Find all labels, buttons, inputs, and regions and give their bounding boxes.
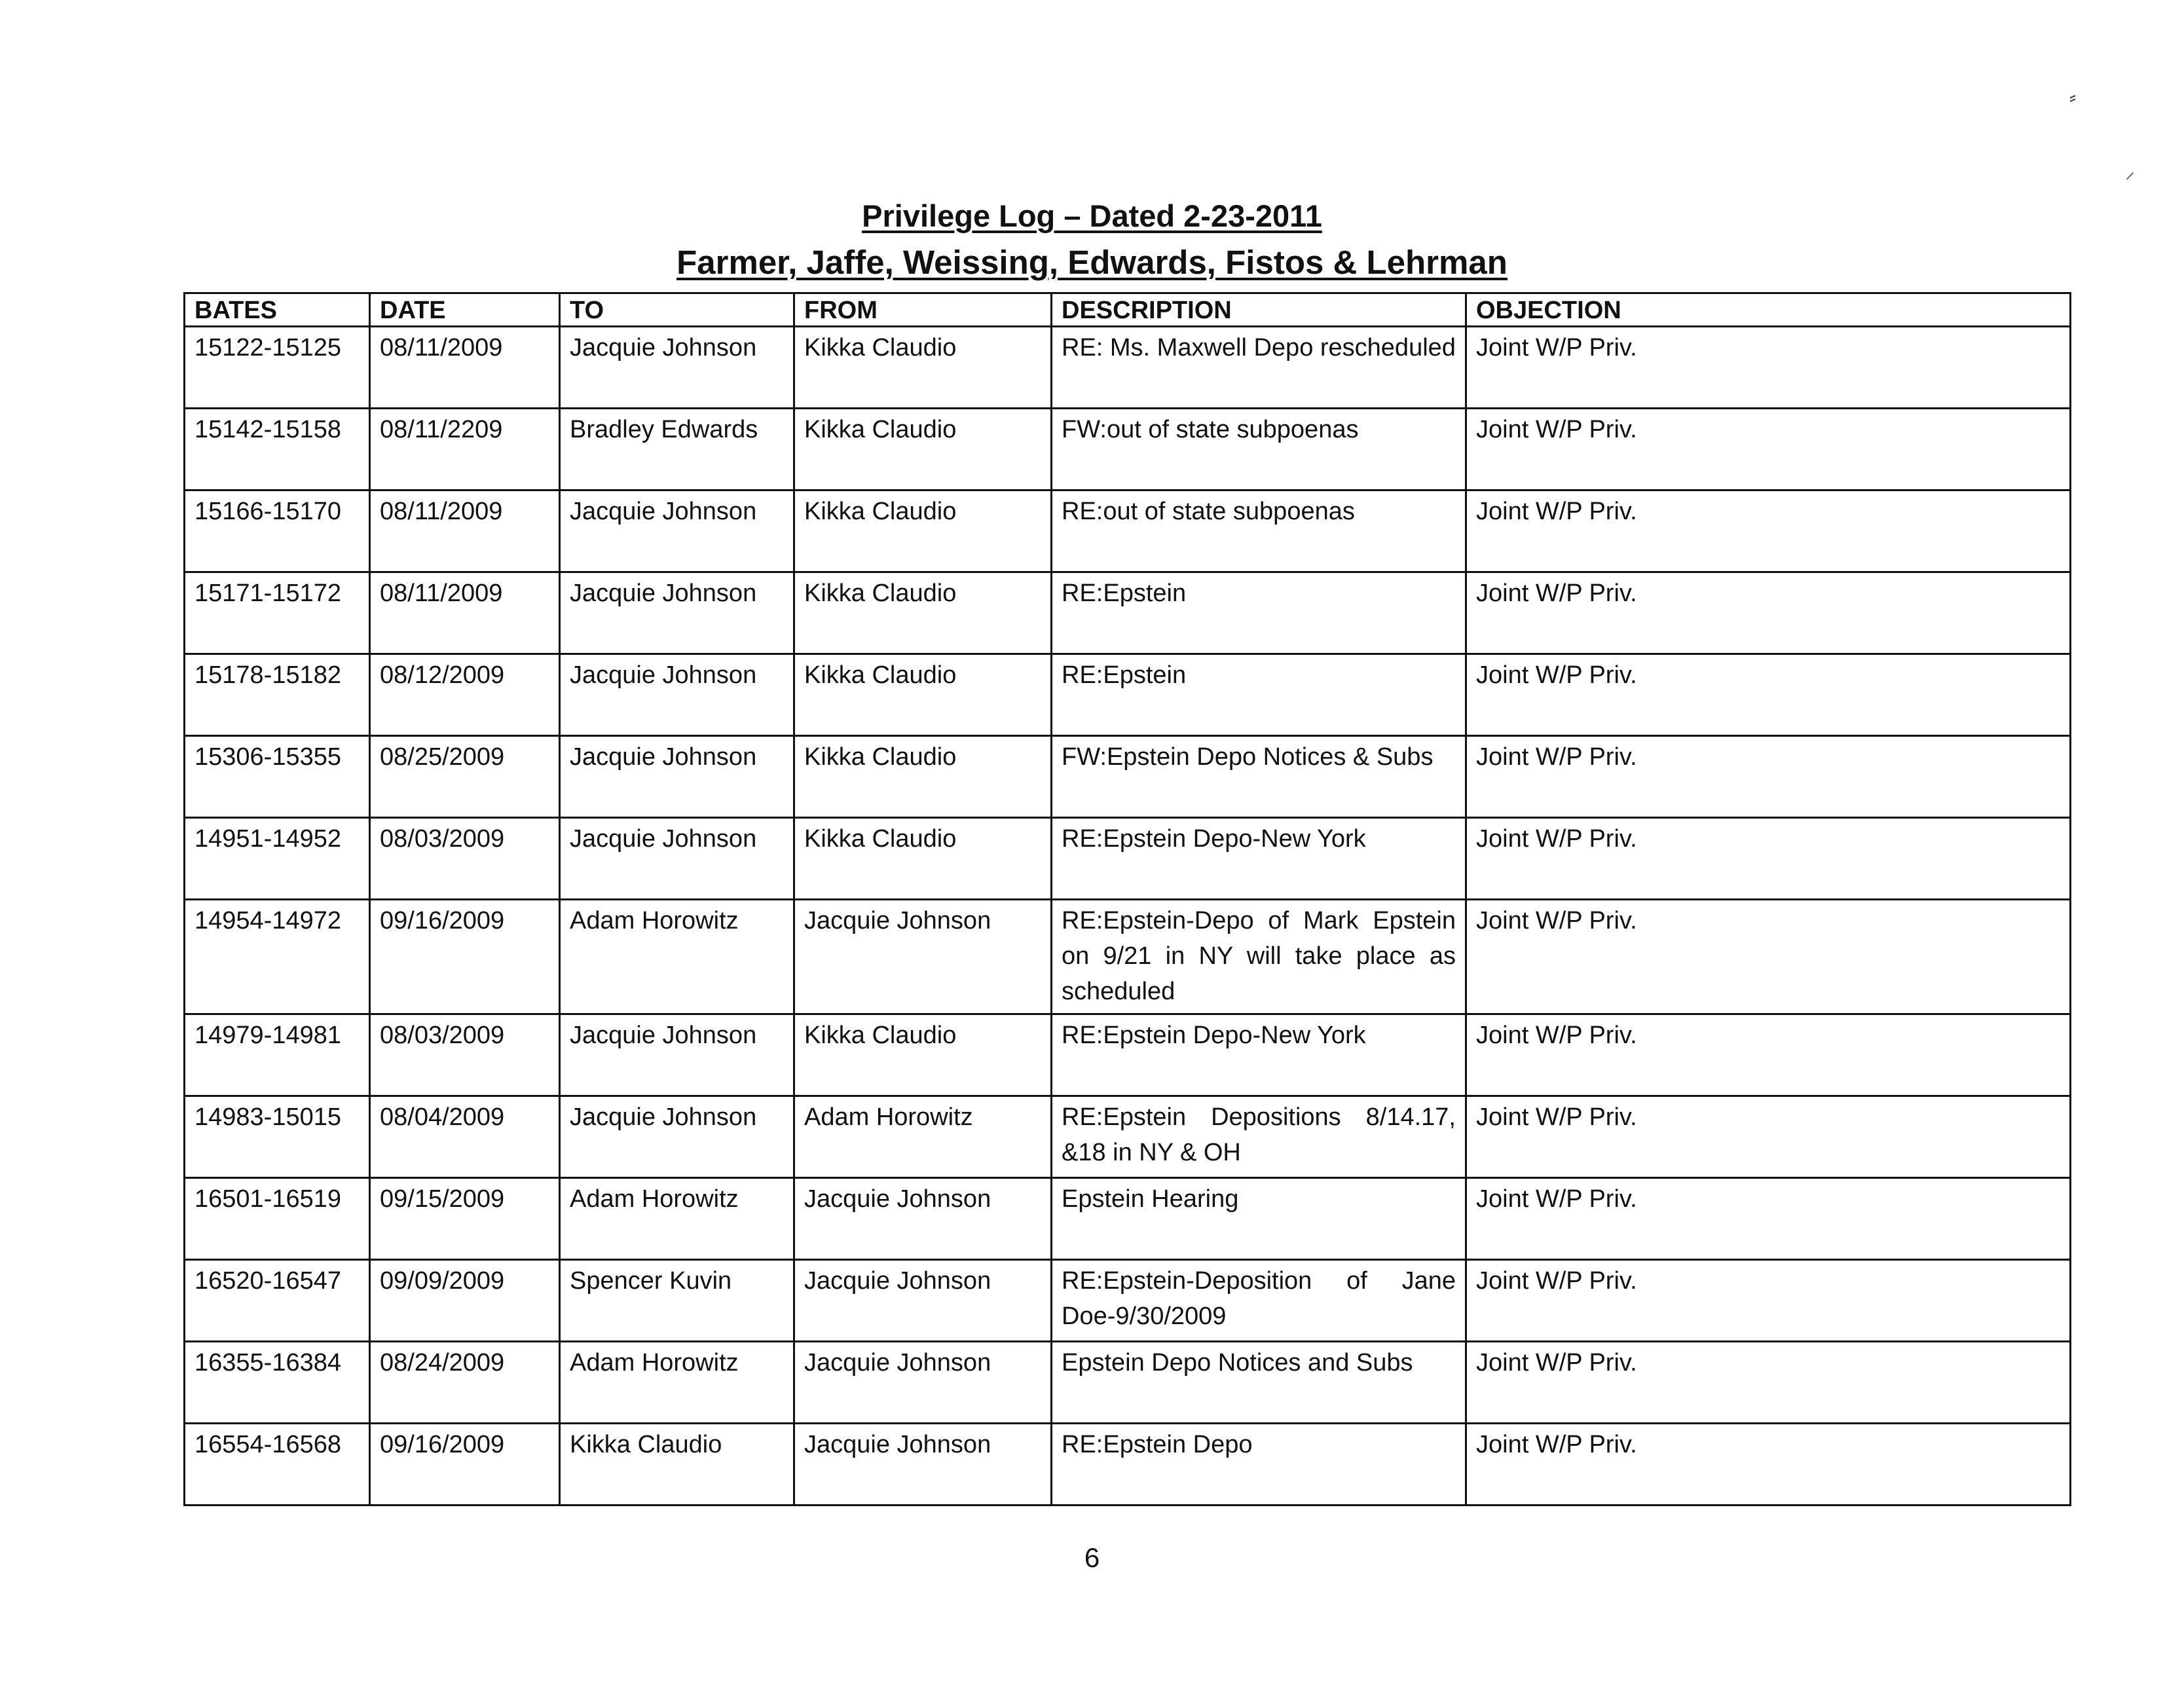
bates-cell: 16355-16384 [185,1342,370,1424]
table-row [185,736,2071,818]
objection-cell: Joint W/P Priv. [1466,1178,2071,1260]
date-cell: 08/03/2009 [370,1014,560,1096]
objection-cell: Joint W/P Priv. [1466,327,2071,409]
objection-cell: Joint W/P Priv. [1466,572,2071,654]
table-row [185,654,2071,736]
table-row [185,1178,2071,1260]
from-cell: Jacquie Johnson [794,900,1052,1014]
description-cell: RE:Epstein [1052,654,1466,736]
date-cell: 08/11/2009 [370,572,560,654]
to-cell: Jacquie Johnson [560,1096,794,1178]
objection-cell: Joint W/P Priv. [1466,1096,2071,1178]
bates-cell: 14983-15015 [185,1096,370,1178]
description-cell: RE:Epstein Depo-New York [1052,818,1466,900]
from-cell: Kikka Claudio [794,572,1052,654]
bates-cell: 15306-15355 [185,736,370,818]
date-cell: 08/11/2009 [370,327,560,409]
date-cell: 08/24/2009 [370,1342,560,1424]
description-cell: RE:Epstein-Depo of Mark Epstein on 9/21 in NY will take place as scheduled [1052,900,1466,1014]
objection-cell: Joint W/P Priv. [1466,818,2071,900]
from-cell: Jacquie Johnson [794,1424,1052,1506]
column-header-date: DATE [370,293,560,327]
page-number: 6 [1084,1542,1100,1573]
bates-cell: 14979-14981 [185,1014,370,1096]
document-subtitle: Farmer, Jaffe, Weissing, Edwards, Fistos & Lehrman [676,244,1508,281]
from-cell: Jacquie Johnson [794,1260,1052,1342]
to-cell: Jacquie Johnson [560,736,794,818]
from-cell: Kikka Claudio [794,818,1052,900]
table-body [185,327,2071,1506]
to-cell: Jacquie Johnson [560,1014,794,1096]
from-cell: Kikka Claudio [794,409,1052,490]
date-cell: 09/15/2009 [370,1178,560,1260]
column-header-to: TO [560,293,794,327]
description-cell: RE:out of state subpoenas [1052,490,1466,572]
table-row [185,1096,2071,1178]
to-cell: Bradley Edwards [560,409,794,490]
date-cell: 08/11/2209 [370,409,560,490]
description-cell: RE:Epstein [1052,572,1466,654]
table-row [185,327,2071,409]
objection-cell: Joint W/P Priv. [1466,654,2071,736]
column-header-objection: OBJECTION [1466,293,2071,327]
scan-speck-mark: ⸝ [2125,161,2135,183]
description-cell: FW:out of state subpoenas [1052,409,1466,490]
bates-cell: 15171-15172 [185,572,370,654]
date-cell: 08/12/2009 [370,654,560,736]
objection-cell: Joint W/P Priv. [1466,490,2071,572]
date-cell: 09/09/2009 [370,1260,560,1342]
description-cell: RE:Epstein Depo [1052,1424,1466,1506]
bates-cell: 16501-16519 [185,1178,370,1260]
bates-cell: 16520-16547 [185,1260,370,1342]
to-cell: Jacquie Johnson [560,327,794,409]
table-row [185,900,2071,1014]
to-cell: Jacquie Johnson [560,490,794,572]
from-cell: Adam Horowitz [794,1096,1052,1178]
date-cell: 08/11/2009 [370,490,560,572]
bates-cell: 14951-14952 [185,818,370,900]
date-cell: 09/16/2009 [370,1424,560,1506]
date-cell: 08/04/2009 [370,1096,560,1178]
table-row [185,818,2071,900]
date-cell: 08/25/2009 [370,736,560,818]
to-cell: Kikka Claudio [560,1424,794,1506]
bates-cell: 14954-14972 [185,900,370,1014]
table-row [185,572,2071,654]
bates-cell: 15178-15182 [185,654,370,736]
table-row [185,1260,2071,1342]
table-row [185,1014,2071,1096]
from-cell: Kikka Claudio [794,1014,1052,1096]
from-cell: Jacquie Johnson [794,1178,1052,1260]
objection-cell: Joint W/P Priv. [1466,1424,2071,1506]
table-row [185,1342,2071,1424]
to-cell: Spencer Kuvin [560,1260,794,1342]
document-title: Privilege Log – Dated 2-23-2011 [862,198,1322,233]
to-cell: Jacquie Johnson [560,818,794,900]
objection-cell: Joint W/P Priv. [1466,1014,2071,1096]
table-row [185,409,2071,490]
bates-cell: 15142-15158 [185,409,370,490]
column-header-from: FROM [794,293,1052,327]
to-cell: Adam Horowitz [560,1342,794,1424]
to-cell: Adam Horowitz [560,1178,794,1260]
from-cell: Kikka Claudio [794,490,1052,572]
column-header-bates: BATES [185,293,370,327]
bates-cell: 15122-15125 [185,327,370,409]
table-row [185,1424,2071,1506]
objection-cell: Joint W/P Priv. [1466,900,2071,1014]
from-cell: Kikka Claudio [794,327,1052,409]
scan-speck-mark: ⸗ [2069,86,2076,108]
objection-cell: Joint W/P Priv. [1466,736,2071,818]
privilege-log-table [183,292,2071,1506]
to-cell: Jacquie Johnson [560,572,794,654]
bates-cell: 15166-15170 [185,490,370,572]
description-cell: RE: Ms. Maxwell Depo rescheduled [1052,327,1466,409]
bates-cell: 16554-16568 [185,1424,370,1506]
description-cell: Epstein Hearing [1052,1178,1466,1260]
description-cell: Epstein Depo Notices and Subs [1052,1342,1466,1424]
objection-cell: Joint W/P Priv. [1466,1260,2071,1342]
objection-cell: Joint W/P Priv. [1466,409,2071,490]
table-row [185,490,2071,572]
description-cell: RE:Epstein Depositions 8/14.17, &18 in NY & OH [1052,1096,1466,1178]
description-cell: RE:Epstein-Deposition of Jane Doe-9/30/2009 [1052,1260,1466,1342]
description-cell: RE:Epstein Depo-New York [1052,1014,1466,1096]
description-cell: FW:Epstein Depo Notices & Subs [1052,736,1466,818]
from-cell: Jacquie Johnson [794,1342,1052,1424]
date-cell: 08/03/2009 [370,818,560,900]
to-cell: Adam Horowitz [560,900,794,1014]
from-cell: Kikka Claudio [794,736,1052,818]
objection-cell: Joint W/P Priv. [1466,1342,2071,1424]
to-cell: Jacquie Johnson [560,654,794,736]
column-header-description: DESCRIPTION [1052,293,1466,327]
date-cell: 09/16/2009 [370,900,560,1014]
from-cell: Kikka Claudio [794,654,1052,736]
table-header-row [185,293,2071,327]
